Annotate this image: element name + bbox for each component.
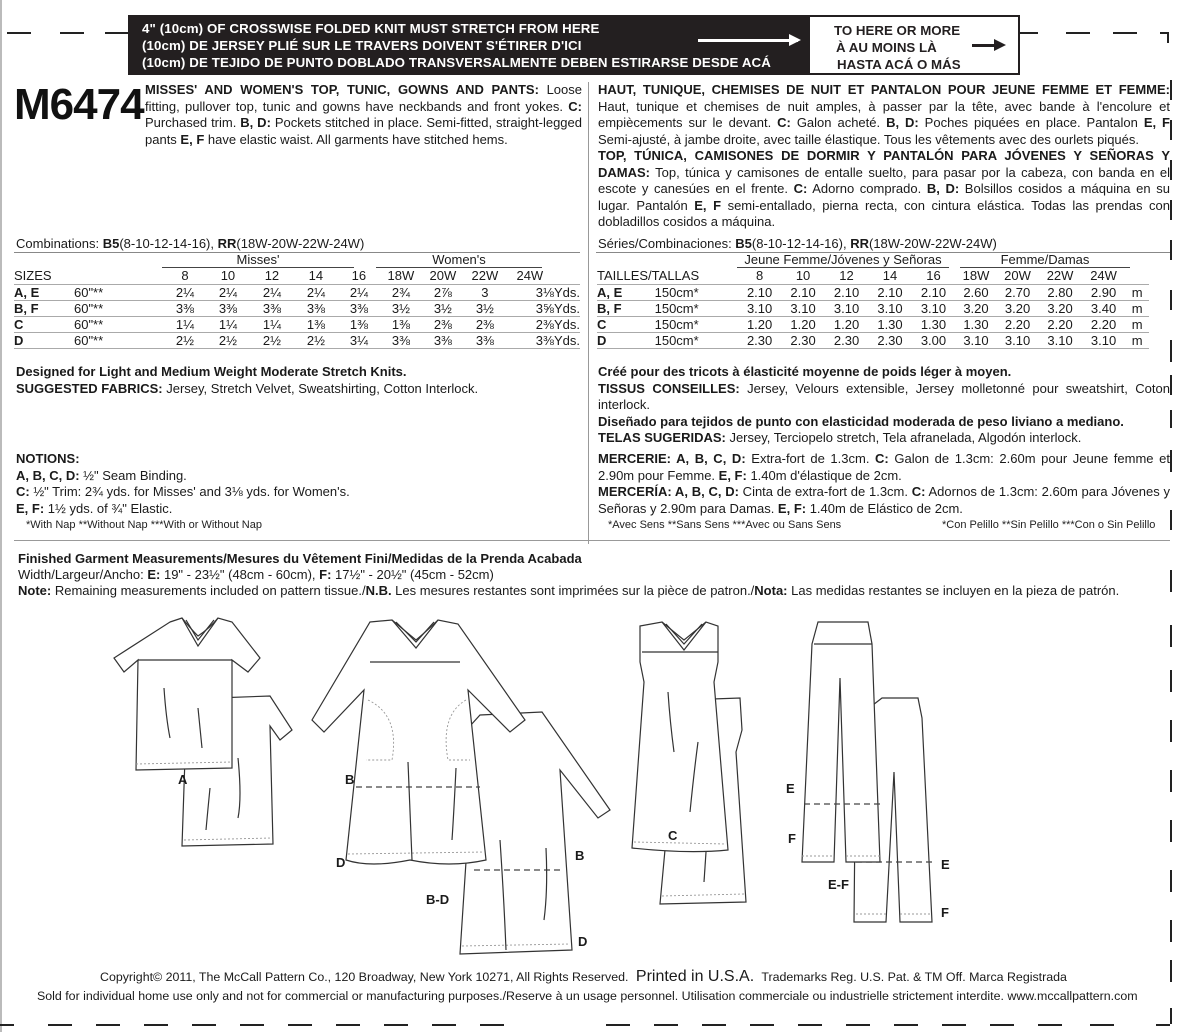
group-label-misses: Misses' <box>162 252 354 268</box>
table-row: C 60"** 1¼ 1¼ 1¼ 1⅜ 1⅜ 1⅜ 2⅜ 2⅜ 2⅜ Yds. <box>14 316 580 332</box>
view-label-b-d: B-D <box>426 892 450 907</box>
view-label-b-back: B <box>575 848 585 863</box>
notions-es: MERCERÍA: A, B, C, D: Cinta de extra-fort de 1.3cm. C: Adornos de 1.3cm: 2.60m para Jóvenes y Señoras y 2.90m para Damas. E, F: 1.40m de Elástico de 2cm. <box>598 484 1170 516</box>
table-row: D 60"** 2½ 2½ 2½ 2½ 3¼ 3⅜ 3⅜ 3⅜ 3⅜ Yds. <box>14 332 580 348</box>
table-row: B, F 150cm* 3.10 3.10 3.10 3.10 3.10 3.20 3.20 3.20 3.40 m <box>597 300 1149 316</box>
nap-note-en: *With Nap **Without Nap ***With or Without Nap <box>26 519 262 531</box>
description-en: MISSES' AND WOMEN'S TOP, TUNIC, GOWNS AND PANTS: Loose fitting, pullover top, tunic and gowns have neckbands and front yokes. C: Purchased trim. B, D: Pockets stitched in place. Semi-fitted, straight-legged pants E, F have elastic waist. All garments have stitched hems. <box>145 82 582 147</box>
fabrics-en: Designed for Light and Medium Weight Moderate Stretch Knits. SUGGESTED FABRICS: Jersey, Stretch Velvet, Sweatshirting, Cotton Interlock. <box>16 364 479 396</box>
gauge-line-en: 4" (10cm) OF CROSSWISE FOLDED KNIT MUST STRETCH FROM HERE <box>142 21 600 36</box>
page-left-edge <box>0 0 2 1032</box>
printed-in-text: Printed in U.S.A. <box>635 968 755 985</box>
notion-item: E, F: 1½ yds. of ¾" Elastic. <box>16 500 173 516</box>
notions-en: NOTIONS: A, B, C, D: ½" Seam Binding. C: ½" Trim: 2¾ yds. for Misses' and 3⅛ yds. for Women's. E, F: 1½ yds. of ¾" Elastic. <box>16 451 586 517</box>
view-label-e-f: E-F <box>828 877 849 892</box>
table-row: C 150cm* 1.20 1.20 1.20 1.30 1.30 1.30 2.20 2.20 2.20 m <box>597 316 1149 332</box>
table-row: D 150cm* 2.30 2.30 2.30 2.30 3.00 3.10 3.10 3.10 3.10 m <box>597 332 1149 348</box>
fabrics-fr-es: Créé pour des tricots à élasticité moyenne de poids léger à moyen. TISSUS CONSEILLES: Jersey, Velours extensible, Jersey molletonné pour sweatshirt, Coton interlock. Diseñado para tejidos de punto con elasticidad moderada de peso liviano a mediano. TELAS SUGERIDAS: Jersey, Terciopelo stretch, Tela afranelada, Algodón interlock. <box>598 364 1170 445</box>
copyright-text: Copyright© 2011, The McCall Pattern Co., 120 Broadway, New York 10271, All Rights Reserved. <box>100 970 629 984</box>
group-label-womens: Women's <box>376 252 542 268</box>
view-b-d-illustration <box>310 620 620 940</box>
view-label-e-back: E <box>941 857 950 872</box>
gauge-to-en: TO HERE OR MORE <box>834 23 961 38</box>
yardage-table-metric <box>597 268 1149 349</box>
view-label-c: C <box>668 828 678 843</box>
table-header-row: TAILLES/TALLAS 8 10 12 14 16 18W 20W 22W 24W <box>597 268 1117 284</box>
column-divider <box>588 82 589 544</box>
finished-measurements: Finished Garment Measurements/Mesures du Vêtement Fini/Medidas de la Prenda Acabada Width/Largeur/Ancho: E: 19" - 23½" (48cm - 60cm), F: 17½" - 20½" (45cm - 52cm) Note: Remaining measurements included on pattern tissue./N.B. Les mesures restantes sont imprimées sur la pièce de patron./Nota: Las medidas restantes se incluyen en la pieza de patrón. <box>18 551 1120 598</box>
combinations-metric: Séries/Combinaciones: B5(8-10-12-14-16), RR(18W-20W-22W-24W) <box>598 236 997 251</box>
view-e-f-illustration <box>800 622 940 922</box>
notion-item: C: ½" Trim: 2¾ yds. for Misses' and 3⅛ yds. for Women's. <box>16 484 350 499</box>
measurements-heading: Finished Garment Measurements/Mesures du Vêtement Fini/Medidas de la Prenda Acabada <box>18 551 582 566</box>
gauge-to-es: HASTA ACÁ O MÁS <box>837 57 961 72</box>
sizes-label: SIZES <box>14 268 52 284</box>
notions-fr-es <box>598 451 1170 517</box>
arrow-right-icon <box>698 39 798 42</box>
nap-note-fr: *Avec Sens **Sans Sens ***Avec ou Sans Sens <box>608 519 842 531</box>
view-label-a: A <box>178 772 188 787</box>
gauge-line-fr: (10cm) DE JERSEY PLIÉ SUR LE TRAVERS DOIVENT S'ÉTIRER D'ICI <box>142 38 582 53</box>
gauge-to-fr: À AU MOINS LÀ <box>836 40 937 55</box>
description-fr: HAUT, TUNIQUE, CHEMISES DE NUIT ET PANTALON POUR JEUNE FEMME ET FEMME: Haut, tunique et chemises de nuit amples, à passer par la tête, avec bande à l'encolure et empiècements sur le devant. C: Galon acheté. B, D: Poches piquées en place. Pantalon E, F Semi-ajusté, à jambe droite, avec taille élastique. Tous les vêtements avec des ourlets piqués. <box>598 82 1170 147</box>
view-c-illustration <box>628 622 778 912</box>
arrow-right-icon <box>972 44 996 47</box>
group-label-jeune-femme: Jeune Femme/Jóvenes y Señoras <box>737 252 949 268</box>
sizes-label: TAILLES/TALLAS <box>597 268 700 284</box>
gauge-line-es: (10cm) DE TEJIDO DE PUNTO DOBLADO TRANSVERSALMENTE DEBEN ESTIRARSE DESDE ACÁ <box>142 55 771 70</box>
yardage-table-en <box>14 268 580 349</box>
footer-usage-text: Sold for individual home use only and not for commercial or manufacturing purposes./Reserve à un usage personnel. Utilisation commerciale ou industrielle strictement interdite. www.mccallpattern.com <box>37 989 1138 1003</box>
trademarks-text: Trademarks Reg. U.S. Pat. & TM Off. Marca Registrada <box>761 970 1067 984</box>
view-a-illustration <box>120 618 300 848</box>
nap-note-es: *Con Pelillo **Sin Pelillo ***Con o Sin Pelillo <box>942 519 1156 531</box>
table-row: A, E 150cm* 2.10 2.10 2.10 2.10 2.10 2.60 2.70 2.80 2.90 m <box>597 284 1149 300</box>
footer-copyright-line <box>100 968 1067 986</box>
combinations-en: Combinations: B5(8-10-12-14-16), RR(18W-20W-22W-24W) <box>16 236 365 251</box>
pattern-number: M6474 <box>14 80 144 129</box>
table-row: B, F 60"** 3⅜ 3⅜ 3⅜ 3⅜ 3⅜ 3½ 3½ 3½ 3⅝ Yds. <box>14 300 580 316</box>
section-divider <box>14 540 1170 541</box>
view-label-e-front: E <box>786 781 795 796</box>
view-label-f-back: F <box>941 905 949 920</box>
view-label-d-front: D <box>336 855 346 870</box>
notion-item: A, B, C, D: ½" Seam Binding. <box>16 467 187 483</box>
view-label-d-back: D <box>578 934 588 949</box>
notions-fr: MERCERIE: A, B, C, D: Extra-fort de 1.3cm. C: Galon de 1.3cm: 2.60m pour Jeune femme et 2.90m pour Femme. E, F: 1.40m d'élastique de 2cm. <box>598 451 1170 483</box>
stretch-gauge-from <box>128 15 810 75</box>
table-row: A, E 60"** 2¼ 2¼ 2¼ 2¼ 2¼ 2¾ 2⅞ 3 3⅛ Yds. <box>14 284 580 300</box>
table-header-row: SIZES 8 10 12 14 16 18W 20W 22W 24W <box>14 268 544 284</box>
group-label-femme: Femme/Damas <box>960 252 1130 268</box>
view-label-f-front: F <box>788 831 796 846</box>
description-es: TOP, TÚNICA, CAMISONES DE DORMIR Y PANTALÓN PARA JÓVENES Y SEÑORAS Y DAMAS: Top, túnica y camisones de entalle suelto, para pasar por la cabeza, con banda en el escote y canesúes en el frente. C: Adorno comprado. B, D: Bolsillos cosidos a máquina en su lugar. Pantalón E, F semi-entallado, pierna recta, con cintura elástica. Todas las prendas con dobladillos cosidos a máquina. <box>598 148 1170 229</box>
view-label-b-front: B <box>345 772 355 787</box>
